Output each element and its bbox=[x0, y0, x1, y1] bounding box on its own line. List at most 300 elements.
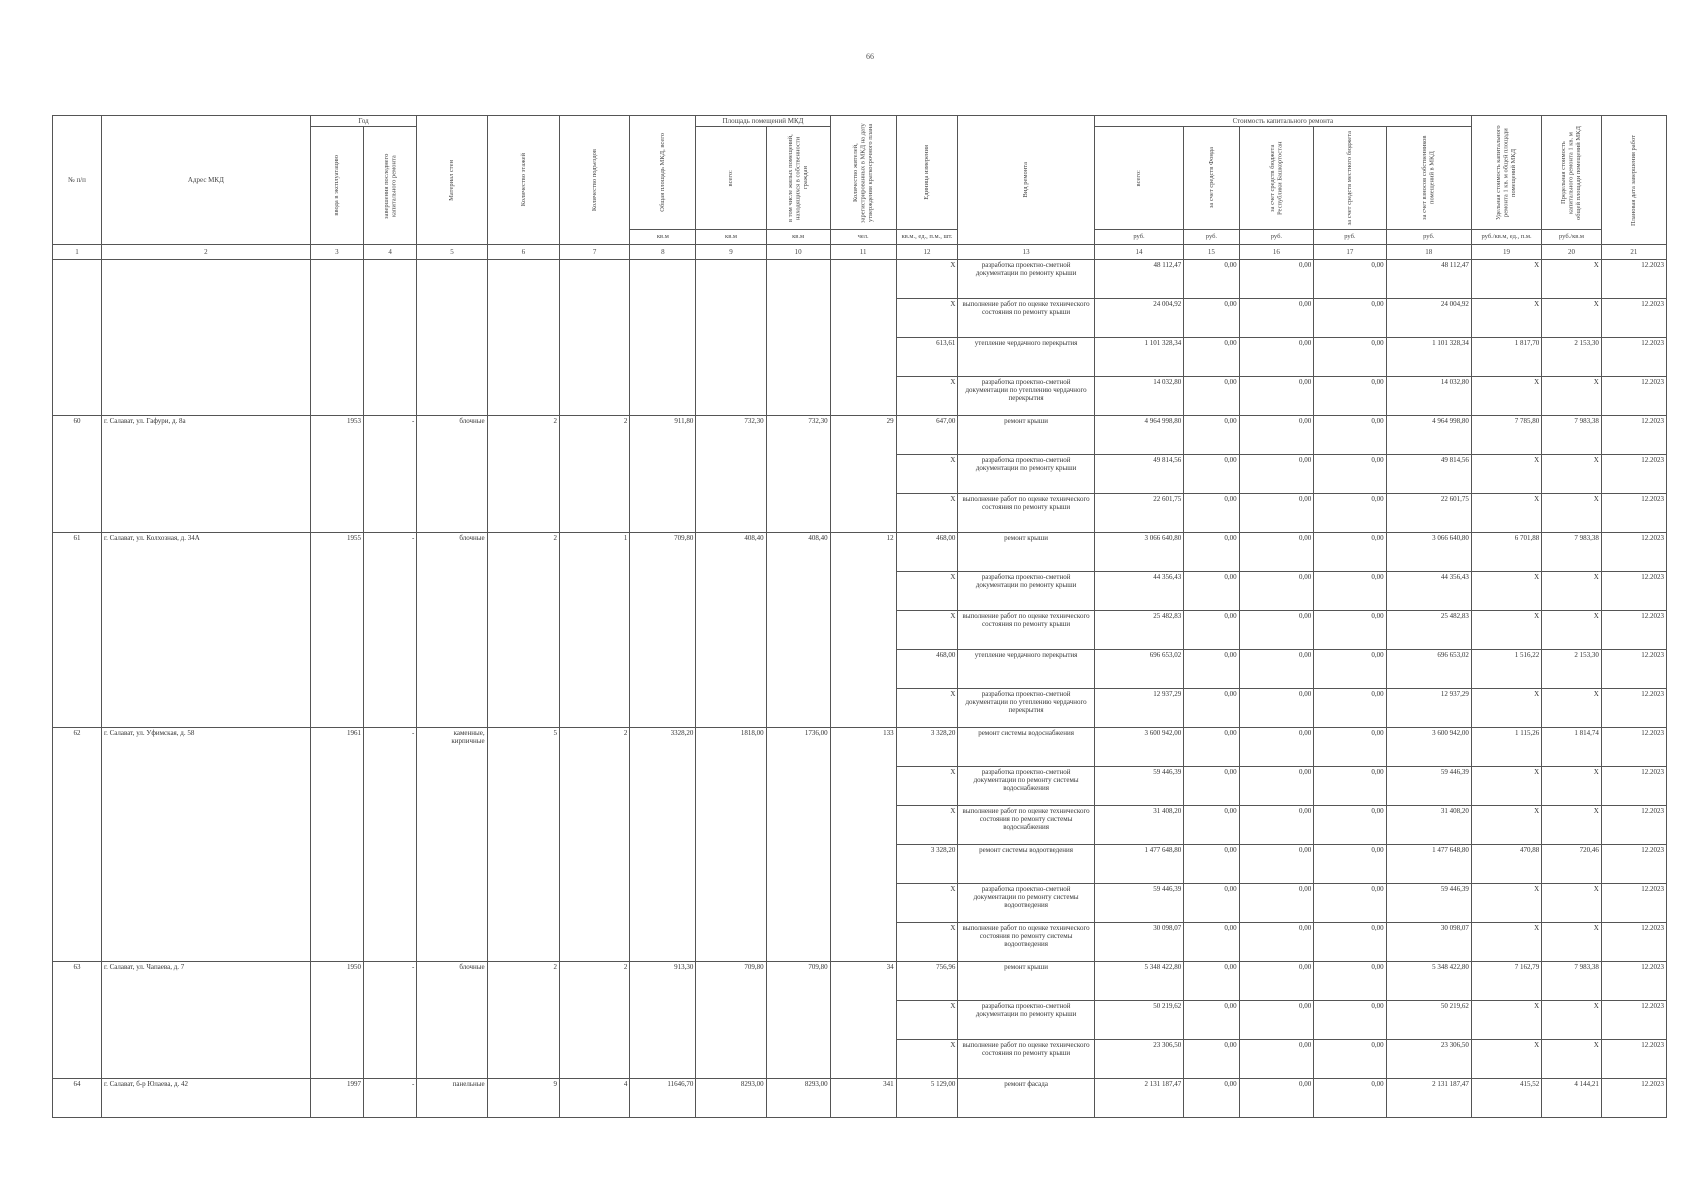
cost-local: 0,00 bbox=[1314, 845, 1386, 884]
repair-type: выполнение работ по оценке технического состояния по ремонту крыши bbox=[958, 1040, 1094, 1079]
column-index: 13 bbox=[958, 245, 1094, 260]
cost-local: 0,00 bbox=[1314, 377, 1386, 416]
unit-cell: руб./кв.м bbox=[1542, 230, 1602, 245]
cost-fund: 0,00 bbox=[1184, 572, 1239, 611]
entrances bbox=[560, 260, 630, 416]
cost-republic: 0,00 bbox=[1239, 260, 1314, 299]
cost-republic: 0,00 bbox=[1239, 494, 1314, 533]
repair-type: выполнение работ по оценке технического состояния по ремонту крыши bbox=[958, 299, 1094, 338]
plan-date: 12.2023 bbox=[1601, 884, 1666, 923]
plan-date: 12.2023 bbox=[1601, 299, 1666, 338]
cost-fund: 0,00 bbox=[1184, 1001, 1239, 1040]
repair-type: ремонт фасада bbox=[958, 1079, 1094, 1118]
unit-quantity: X bbox=[896, 572, 958, 611]
table-body bbox=[53, 260, 1667, 1118]
house-number: 64 bbox=[53, 1079, 102, 1118]
cost-owners: 3 600 942,00 bbox=[1386, 728, 1471, 767]
cost-republic: 0,00 bbox=[1239, 806, 1314, 845]
cost-republic: 0,00 bbox=[1239, 884, 1314, 923]
residents: 341 bbox=[830, 1079, 896, 1118]
cost-local: 0,00 bbox=[1314, 611, 1386, 650]
unit-cost: X bbox=[1471, 299, 1541, 338]
cost-fund: 0,00 bbox=[1184, 767, 1239, 806]
unit-cell: кв.м., ед., п.м., шт. bbox=[896, 230, 958, 245]
total-area: 11646,70 bbox=[630, 1079, 696, 1118]
max-unit-cost: 2 153,30 bbox=[1542, 650, 1602, 689]
max-unit-cost: X bbox=[1542, 572, 1602, 611]
cost-total: 59 446,39 bbox=[1094, 767, 1183, 806]
total-area: 913,30 bbox=[630, 962, 696, 1079]
repair-type: утепление чердачного перекрытия bbox=[958, 338, 1094, 377]
unit-cost: X bbox=[1471, 260, 1541, 299]
cost-local: 0,00 bbox=[1314, 650, 1386, 689]
year-last-repair: - bbox=[364, 1079, 417, 1118]
unit-cost: 415,52 bbox=[1471, 1079, 1541, 1118]
floors: 9 bbox=[487, 1079, 559, 1118]
cost-owners: 23 306,50 bbox=[1386, 1040, 1471, 1079]
cost-total: 31 408,20 bbox=[1094, 806, 1183, 845]
cost-local: 0,00 bbox=[1314, 884, 1386, 923]
year-commission: 1950 bbox=[310, 962, 363, 1079]
col-cost-group: Стоимость капитального ремонта bbox=[1094, 116, 1471, 127]
year-last-repair: - bbox=[364, 533, 417, 728]
cost-total: 4 964 998,80 bbox=[1094, 416, 1183, 455]
plan-date: 12.2023 bbox=[1601, 728, 1666, 767]
repair-type: ремонт крыши bbox=[958, 416, 1094, 455]
unit-quantity: X bbox=[896, 1040, 958, 1079]
column-index: 17 bbox=[1314, 245, 1386, 260]
unit-cost: X bbox=[1471, 923, 1541, 962]
unit-quantity: 3 328,20 bbox=[896, 728, 958, 767]
unit-quantity: X bbox=[896, 611, 958, 650]
cost-local: 0,00 bbox=[1314, 689, 1386, 728]
unit-cell: руб. bbox=[1239, 230, 1314, 245]
cost-local: 0,00 bbox=[1314, 299, 1386, 338]
cost-local: 0,00 bbox=[1314, 1079, 1386, 1118]
repair-type: выполнение работ по оценке технического состояния по ремонту системы водоснабжения bbox=[958, 806, 1094, 845]
wall-material bbox=[417, 260, 487, 416]
unit-quantity: X bbox=[896, 767, 958, 806]
repair-type: утепление чердачного перекрытия bbox=[958, 650, 1094, 689]
unit-cost: X bbox=[1471, 767, 1541, 806]
column-index: 18 bbox=[1386, 245, 1471, 260]
max-unit-cost: 7 983,38 bbox=[1542, 962, 1602, 1001]
repair-type: разработка проектно-сметной документации по утеплению чердачного перекрытия bbox=[958, 377, 1094, 416]
max-unit-cost: X bbox=[1542, 806, 1602, 845]
cost-fund: 0,00 bbox=[1184, 455, 1239, 494]
cost-total: 30 098,07 bbox=[1094, 923, 1183, 962]
unit-cost: X bbox=[1471, 884, 1541, 923]
table-row bbox=[53, 533, 1667, 572]
unit-cell: кв.м bbox=[766, 230, 830, 245]
cost-local: 0,00 bbox=[1314, 1040, 1386, 1079]
cost-owners: 24 004,92 bbox=[1386, 299, 1471, 338]
cost-total: 22 601,75 bbox=[1094, 494, 1183, 533]
column-index: 16 bbox=[1239, 245, 1314, 260]
max-unit-cost: 720,46 bbox=[1542, 845, 1602, 884]
plan-date: 12.2023 bbox=[1601, 416, 1666, 455]
col-year-last-repair: завершения последнего капитального ремонта bbox=[382, 152, 398, 219]
cost-republic: 0,00 bbox=[1239, 767, 1314, 806]
plan-date: 12.2023 bbox=[1601, 806, 1666, 845]
cost-total: 2 131 187,47 bbox=[1094, 1079, 1183, 1118]
address bbox=[102, 260, 311, 416]
unit-quantity: 647,00 bbox=[896, 416, 958, 455]
cost-republic: 0,00 bbox=[1239, 611, 1314, 650]
entrances: 1 bbox=[560, 533, 630, 728]
unit-quantity: X bbox=[896, 494, 958, 533]
column-index: 3 bbox=[310, 245, 363, 260]
cost-fund: 0,00 bbox=[1184, 845, 1239, 884]
residents: 34 bbox=[830, 962, 896, 1079]
plan-date: 12.2023 bbox=[1601, 260, 1666, 299]
unit-cost: X bbox=[1471, 611, 1541, 650]
cost-owners: 696 653,02 bbox=[1386, 650, 1471, 689]
max-unit-cost: X bbox=[1542, 611, 1602, 650]
residents: 12 bbox=[830, 533, 896, 728]
col-year-group: Год bbox=[310, 116, 417, 127]
house-number: 60 bbox=[53, 416, 102, 533]
cost-fund: 0,00 bbox=[1184, 611, 1239, 650]
cost-republic: 0,00 bbox=[1239, 845, 1314, 884]
cost-owners: 30 098,07 bbox=[1386, 923, 1471, 962]
unit-cell: руб./кв.м, ед., п.м. bbox=[1471, 230, 1541, 245]
repair-plan-table bbox=[52, 115, 1667, 1118]
floors: 2 bbox=[487, 962, 559, 1079]
column-index: 10 bbox=[766, 245, 830, 260]
wall-material: блочные bbox=[417, 416, 487, 533]
cost-local: 0,00 bbox=[1314, 1001, 1386, 1040]
unit-quantity: X bbox=[896, 1001, 958, 1040]
cost-fund: 0,00 bbox=[1184, 494, 1239, 533]
cost-owners: 12 937,29 bbox=[1386, 689, 1471, 728]
column-index: 5 bbox=[417, 245, 487, 260]
unit-cell: кв.м bbox=[696, 230, 766, 245]
plan-date: 12.2023 bbox=[1601, 494, 1666, 533]
unit-cost: 7 785,80 bbox=[1471, 416, 1541, 455]
house-number: 63 bbox=[53, 962, 102, 1079]
cost-local: 0,00 bbox=[1314, 806, 1386, 845]
floors: 5 bbox=[487, 728, 559, 962]
cost-owners: 4 964 998,80 bbox=[1386, 416, 1471, 455]
unit-cost: 470,88 bbox=[1471, 845, 1541, 884]
table-header bbox=[53, 116, 1667, 260]
cost-total: 25 482,83 bbox=[1094, 611, 1183, 650]
unit-cost: X bbox=[1471, 1040, 1541, 1079]
column-index: 9 bbox=[696, 245, 766, 260]
col-floors: Количество этажей bbox=[519, 153, 527, 207]
max-unit-cost: X bbox=[1542, 767, 1602, 806]
cost-local: 0,00 bbox=[1314, 728, 1386, 767]
col-premises-total: всего: bbox=[727, 169, 735, 187]
unit-quantity: X bbox=[896, 689, 958, 728]
wall-material: каменные, кирпичные bbox=[417, 728, 487, 962]
table-row bbox=[53, 1079, 1667, 1118]
col-cost-local: за счет средств местного бюджета bbox=[1346, 130, 1354, 226]
unit-quantity: 756,96 bbox=[896, 962, 958, 1001]
cost-local: 0,00 bbox=[1314, 455, 1386, 494]
col-no: № п/п bbox=[53, 116, 102, 245]
max-unit-cost: X bbox=[1542, 299, 1602, 338]
cost-total: 48 112,47 bbox=[1094, 260, 1183, 299]
entrances: 2 bbox=[560, 728, 630, 962]
repair-type: ремонт крыши bbox=[958, 533, 1094, 572]
col-wall-material: Материал стен bbox=[448, 159, 456, 201]
plan-date: 12.2023 bbox=[1601, 689, 1666, 728]
plan-date: 12.2023 bbox=[1601, 650, 1666, 689]
year-commission: 1955 bbox=[310, 533, 363, 728]
plan-date: 12.2023 bbox=[1601, 1040, 1666, 1079]
year-commission: 1961 bbox=[310, 728, 363, 962]
cost-owners: 59 446,39 bbox=[1386, 884, 1471, 923]
premises-residential: 8293,00 bbox=[766, 1079, 830, 1118]
cost-owners: 22 601,75 bbox=[1386, 494, 1471, 533]
table-row bbox=[53, 962, 1667, 1001]
max-unit-cost: 2 153,30 bbox=[1542, 338, 1602, 377]
unit-cell: руб. bbox=[1386, 230, 1471, 245]
repair-type: разработка проектно-сметной документации по ремонту системы водоотведения bbox=[958, 884, 1094, 923]
house-number: 61 bbox=[53, 533, 102, 728]
col-cost-owners: за счет взносов собственников помещений в МКД bbox=[1421, 135, 1436, 221]
cost-republic: 0,00 bbox=[1239, 572, 1314, 611]
repair-type: разработка проектно-сметной документации по ремонту системы водоснабжения bbox=[958, 767, 1094, 806]
cost-local: 0,00 bbox=[1314, 962, 1386, 1001]
max-unit-cost: X bbox=[1542, 884, 1602, 923]
unit-cost: X bbox=[1471, 494, 1541, 533]
plan-date: 12.2023 bbox=[1601, 338, 1666, 377]
plan-date: 12.2023 bbox=[1601, 533, 1666, 572]
max-unit-cost: X bbox=[1542, 377, 1602, 416]
wall-material: панельные bbox=[417, 1079, 487, 1118]
cost-republic: 0,00 bbox=[1239, 455, 1314, 494]
address: г. Салават, ул. Уфимская, д. 58 bbox=[102, 728, 311, 962]
premises-total: 732,30 bbox=[696, 416, 766, 533]
col-unit-measure: Единица измерения bbox=[923, 145, 931, 200]
unit-cell: чел. bbox=[830, 230, 896, 245]
max-unit-cost: 1 814,74 bbox=[1542, 728, 1602, 767]
year-last-repair: - bbox=[364, 962, 417, 1079]
premises-residential: 408,40 bbox=[766, 533, 830, 728]
cost-fund: 0,00 bbox=[1184, 1079, 1239, 1118]
repair-type: разработка проектно-сметной документации по утеплению чердачного перекрытия bbox=[958, 689, 1094, 728]
unit-cost: X bbox=[1471, 689, 1541, 728]
unit-cost: 1 115,26 bbox=[1471, 728, 1541, 767]
cost-fund: 0,00 bbox=[1184, 689, 1239, 728]
repair-type: выполнение работ по оценке технического состояния по ремонту крыши bbox=[958, 494, 1094, 533]
cost-fund: 0,00 bbox=[1184, 728, 1239, 767]
unit-quantity: 3 328,20 bbox=[896, 845, 958, 884]
wall-material: блочные bbox=[417, 533, 487, 728]
cost-fund: 0,00 bbox=[1184, 884, 1239, 923]
column-index: 4 bbox=[364, 245, 417, 260]
table-row bbox=[53, 416, 1667, 455]
unit-cost: X bbox=[1471, 1001, 1541, 1040]
plan-date: 12.2023 bbox=[1601, 1079, 1666, 1118]
floors bbox=[487, 260, 559, 416]
cost-fund: 0,00 bbox=[1184, 299, 1239, 338]
unit-cost: 7 162,79 bbox=[1471, 962, 1541, 1001]
cost-total: 59 446,39 bbox=[1094, 884, 1183, 923]
cost-fund: 0,00 bbox=[1184, 962, 1239, 1001]
cost-local: 0,00 bbox=[1314, 338, 1386, 377]
residents bbox=[830, 260, 896, 416]
cost-total: 1 101 328,34 bbox=[1094, 338, 1183, 377]
address: г. Салават, ул. Гафури, д. 8а bbox=[102, 416, 311, 533]
unit-quantity: 613,61 bbox=[896, 338, 958, 377]
wall-material: блочные bbox=[417, 962, 487, 1079]
cost-owners: 1 477 648,80 bbox=[1386, 845, 1471, 884]
repair-type: разработка проектно-сметной документации по ремонту крыши bbox=[958, 1001, 1094, 1040]
cost-local: 0,00 bbox=[1314, 494, 1386, 533]
max-unit-cost: X bbox=[1542, 494, 1602, 533]
cost-owners: 1 101 328,34 bbox=[1386, 338, 1471, 377]
cost-republic: 0,00 bbox=[1239, 1001, 1314, 1040]
cost-fund: 0,00 bbox=[1184, 260, 1239, 299]
max-unit-cost: X bbox=[1542, 923, 1602, 962]
max-unit-cost: X bbox=[1542, 1001, 1602, 1040]
max-unit-cost: X bbox=[1542, 689, 1602, 728]
entrances: 2 bbox=[560, 962, 630, 1079]
plan-date: 12.2023 bbox=[1601, 377, 1666, 416]
cost-fund: 0,00 bbox=[1184, 923, 1239, 962]
column-index: 15 bbox=[1184, 245, 1239, 260]
unit-quantity: X bbox=[896, 923, 958, 962]
repair-type: выполнение работ по оценке технического состояния по ремонту системы водоотведения bbox=[958, 923, 1094, 962]
column-index-row bbox=[53, 245, 1667, 260]
cost-republic: 0,00 bbox=[1239, 416, 1314, 455]
cost-local: 0,00 bbox=[1314, 260, 1386, 299]
unit-quantity: X bbox=[896, 299, 958, 338]
floors: 2 bbox=[487, 533, 559, 728]
premises-total bbox=[696, 260, 766, 416]
max-unit-cost: 7 983,38 bbox=[1542, 533, 1602, 572]
cost-local: 0,00 bbox=[1314, 923, 1386, 962]
repair-type: ремонт крыши bbox=[958, 962, 1094, 1001]
col-cost-republic: за счет средств бюджета Республики Башкортостан bbox=[1268, 141, 1284, 215]
total-area: 3328,20 bbox=[630, 728, 696, 962]
repair-type: выполнение работ по оценке технического состояния по ремонту крыши bbox=[958, 611, 1094, 650]
cost-republic: 0,00 bbox=[1239, 377, 1314, 416]
cost-republic: 0,00 bbox=[1239, 1040, 1314, 1079]
unit-quantity: X bbox=[896, 806, 958, 845]
cost-total: 5 348 422,80 bbox=[1094, 962, 1183, 1001]
unit-cell: руб. bbox=[1184, 230, 1239, 245]
plan-date: 12.2023 bbox=[1601, 845, 1666, 884]
column-index: 2 bbox=[102, 245, 311, 260]
col-entrances: Количество подъездов bbox=[590, 148, 598, 212]
cost-total: 696 653,02 bbox=[1094, 650, 1183, 689]
cost-total: 12 937,29 bbox=[1094, 689, 1183, 728]
unit-cost: X bbox=[1471, 572, 1541, 611]
table-row bbox=[53, 728, 1667, 767]
max-unit-cost: X bbox=[1542, 1040, 1602, 1079]
repair-type: разработка проектно-сметной документации по ремонту крыши bbox=[958, 572, 1094, 611]
cost-total: 23 306,50 bbox=[1094, 1040, 1183, 1079]
plan-date: 12.2023 bbox=[1601, 923, 1666, 962]
repair-type: ремонт системы водоотведения bbox=[958, 845, 1094, 884]
max-unit-cost: X bbox=[1542, 455, 1602, 494]
premises-total: 709,80 bbox=[696, 962, 766, 1079]
cost-republic: 0,00 bbox=[1239, 1079, 1314, 1118]
col-year-commission: ввода в эксплуатацию bbox=[333, 155, 341, 216]
cost-republic: 0,00 bbox=[1239, 923, 1314, 962]
repair-type: разработка проектно-сметной документации по ремонту крыши bbox=[958, 455, 1094, 494]
unit-quantity: 468,00 bbox=[896, 533, 958, 572]
column-index: 21 bbox=[1601, 245, 1666, 260]
address: г. Салават, ул. Колхозная, д. 34А bbox=[102, 533, 311, 728]
col-max-unit-cost: Предельная стоимость капитального ремонта 1 кв. м общей площади помещений МКД bbox=[1560, 125, 1583, 220]
cost-republic: 0,00 bbox=[1239, 533, 1314, 572]
unit-cost: 1 516,22 bbox=[1471, 650, 1541, 689]
year-last-repair: - bbox=[364, 728, 417, 962]
year-commission bbox=[310, 260, 363, 416]
cost-total: 24 004,92 bbox=[1094, 299, 1183, 338]
unit-cell: руб. bbox=[1094, 230, 1183, 245]
cost-total: 50 219,62 bbox=[1094, 1001, 1183, 1040]
cost-fund: 0,00 bbox=[1184, 1040, 1239, 1079]
plan-date: 12.2023 bbox=[1601, 611, 1666, 650]
year-last-repair: - bbox=[364, 416, 417, 533]
unit-cost: 1 817,70 bbox=[1471, 338, 1541, 377]
cost-total: 49 814,56 bbox=[1094, 455, 1183, 494]
premises-total: 408,40 bbox=[696, 533, 766, 728]
max-unit-cost: 4 144,21 bbox=[1542, 1079, 1602, 1118]
cost-fund: 0,00 bbox=[1184, 377, 1239, 416]
column-index: 12 bbox=[896, 245, 958, 260]
col-repair-type: Вид ремонта bbox=[1022, 162, 1030, 198]
plan-date: 12.2023 bbox=[1601, 455, 1666, 494]
cost-local: 0,00 bbox=[1314, 533, 1386, 572]
cost-owners: 5 348 422,80 bbox=[1386, 962, 1471, 1001]
year-commission: 1997 bbox=[310, 1079, 363, 1118]
residents: 29 bbox=[830, 416, 896, 533]
column-index: 20 bbox=[1542, 245, 1602, 260]
column-index: 8 bbox=[630, 245, 696, 260]
col-cost-total: всего: bbox=[1135, 169, 1143, 187]
premises-residential: 1736,00 bbox=[766, 728, 830, 962]
cost-owners: 59 446,39 bbox=[1386, 767, 1471, 806]
residents: 133 bbox=[830, 728, 896, 962]
cost-owners: 48 112,47 bbox=[1386, 260, 1471, 299]
cost-owners: 2 131 187,47 bbox=[1386, 1079, 1471, 1118]
premises-residential: 732,30 bbox=[766, 416, 830, 533]
table-row bbox=[53, 260, 1667, 299]
unit-quantity: X bbox=[896, 455, 958, 494]
cost-owners: 3 066 640,80 bbox=[1386, 533, 1471, 572]
unit-cost: X bbox=[1471, 806, 1541, 845]
column-index: 1 bbox=[53, 245, 102, 260]
cost-republic: 0,00 bbox=[1239, 299, 1314, 338]
address: г. Салават, ул. Чапаева, д. 7 bbox=[102, 962, 311, 1079]
col-unit-cost: Удельная стоимость капитального ремонта 1 кв. м общей площади помещений МКД bbox=[1495, 125, 1518, 220]
cost-fund: 0,00 bbox=[1184, 650, 1239, 689]
cost-total: 1 477 648,80 bbox=[1094, 845, 1183, 884]
cost-total: 44 356,43 bbox=[1094, 572, 1183, 611]
cost-local: 0,00 bbox=[1314, 767, 1386, 806]
page-number: 66 bbox=[866, 52, 874, 61]
unit-cell: кв.м bbox=[630, 230, 696, 245]
max-unit-cost: 7 983,38 bbox=[1542, 416, 1602, 455]
repair-type: ремонт системы водоснабжения bbox=[958, 728, 1094, 767]
column-index: 6 bbox=[487, 245, 559, 260]
cost-owners: 44 356,43 bbox=[1386, 572, 1471, 611]
unit-cost: X bbox=[1471, 455, 1541, 494]
cost-total: 3 600 942,00 bbox=[1094, 728, 1183, 767]
col-premises-residential: в том числе жилых помещений, находящихся в собственности граждан bbox=[786, 134, 809, 222]
col-residents: Количество жителей, зарегистрированных в МКД на дату утверждения краткосрочного плана bbox=[851, 122, 874, 223]
cost-local: 0,00 bbox=[1314, 572, 1386, 611]
plan-date: 12.2023 bbox=[1601, 962, 1666, 1001]
